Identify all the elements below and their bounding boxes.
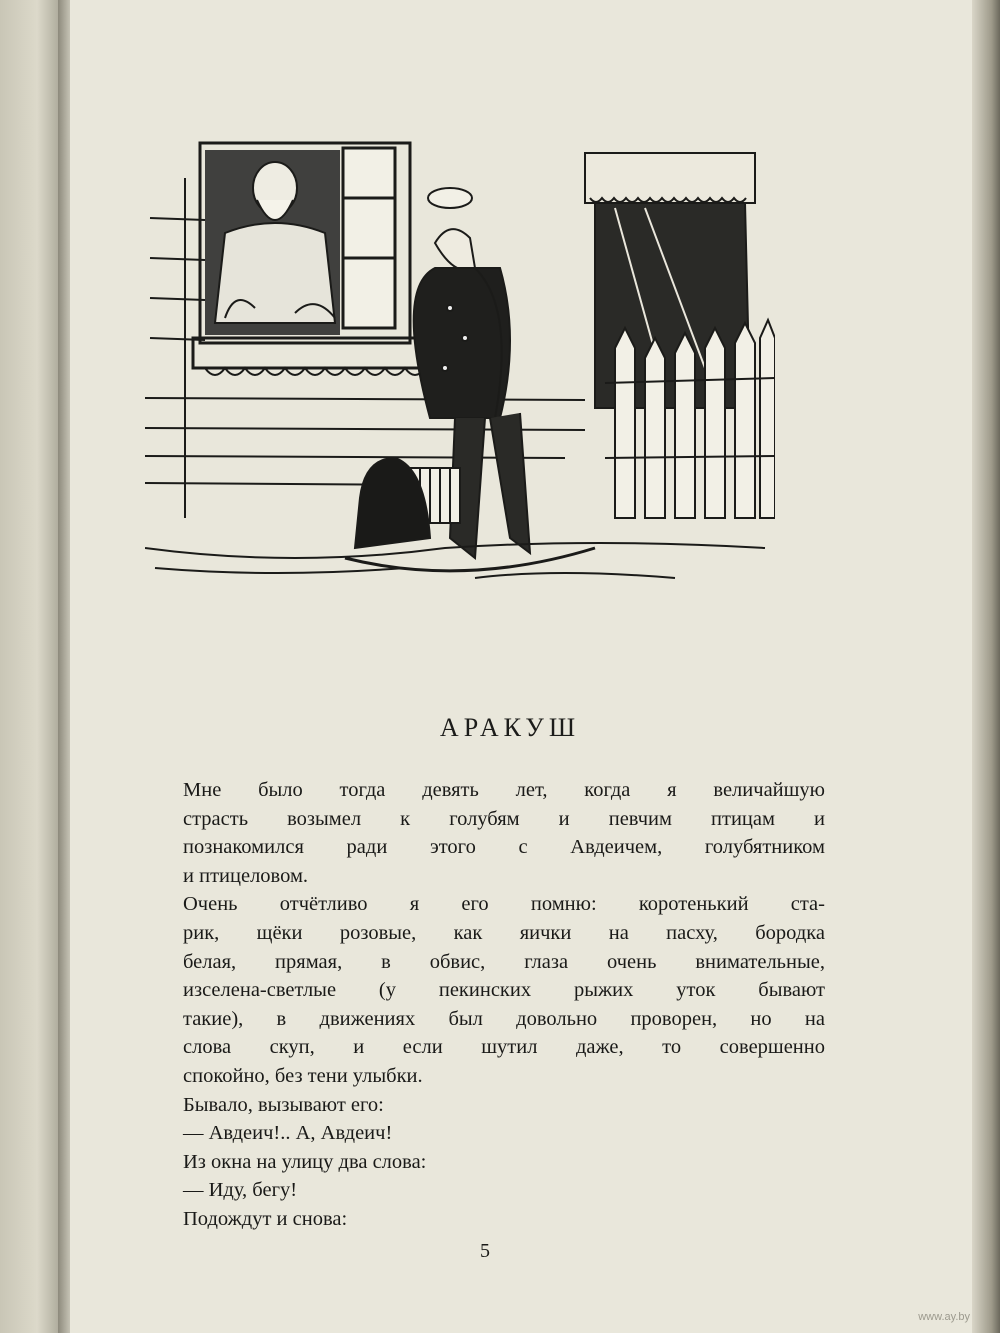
text-line: спокойно, без тени улыбки. xyxy=(183,1064,423,1087)
text-line: Из окна на улицу два слова: xyxy=(183,1150,427,1173)
text-line: Очень отчётливо я его помню: коротенький ста- xyxy=(183,893,825,916)
text-line: — Иду, бегу! xyxy=(183,1179,298,1202)
porch xyxy=(585,153,755,408)
text-line: познакомился ради этого с Авдеичем, голубятником xyxy=(183,836,825,859)
text-line: Бывало, вызывают его: xyxy=(183,1093,384,1116)
watermark: www.ay.by xyxy=(918,1311,970,1323)
text-line: и птицеловом. xyxy=(183,864,309,887)
text-line: изселена-светлые (у пекинских рыжих уток бывают xyxy=(183,979,825,1002)
text-line: — Авдеич!.. А, Авдеич! xyxy=(183,1122,393,1145)
picket-fence xyxy=(605,320,775,518)
text-line: белая, прямая, в обвис, глаза очень внимательные, xyxy=(183,950,825,973)
boy-figure xyxy=(410,188,530,558)
chapter-title: АРАКУШ xyxy=(439,713,581,742)
text-line: рик, щёки розовые, как яички на пасху, бородка xyxy=(183,921,825,944)
text-line: слова скуп, и если шутил даже, то совершенно xyxy=(183,1036,825,1059)
text-line: Подождут и снова: xyxy=(183,1207,348,1230)
ground xyxy=(145,543,765,578)
text-line: такие), в движениях был довольно проворен, но на xyxy=(183,1007,825,1030)
text-line: Мне было тогда девять лет, когда я величайшую xyxy=(183,779,825,801)
body-text xyxy=(183,776,825,1234)
chapter-illustration xyxy=(145,138,775,618)
facing-page-edge xyxy=(0,0,62,1333)
old-man-figure xyxy=(205,150,340,335)
page-number: 5 xyxy=(480,1240,490,1262)
text-line: страсть возымел к голубям и певчим птицам и xyxy=(183,807,825,830)
page-stack-edge xyxy=(972,0,1000,1333)
